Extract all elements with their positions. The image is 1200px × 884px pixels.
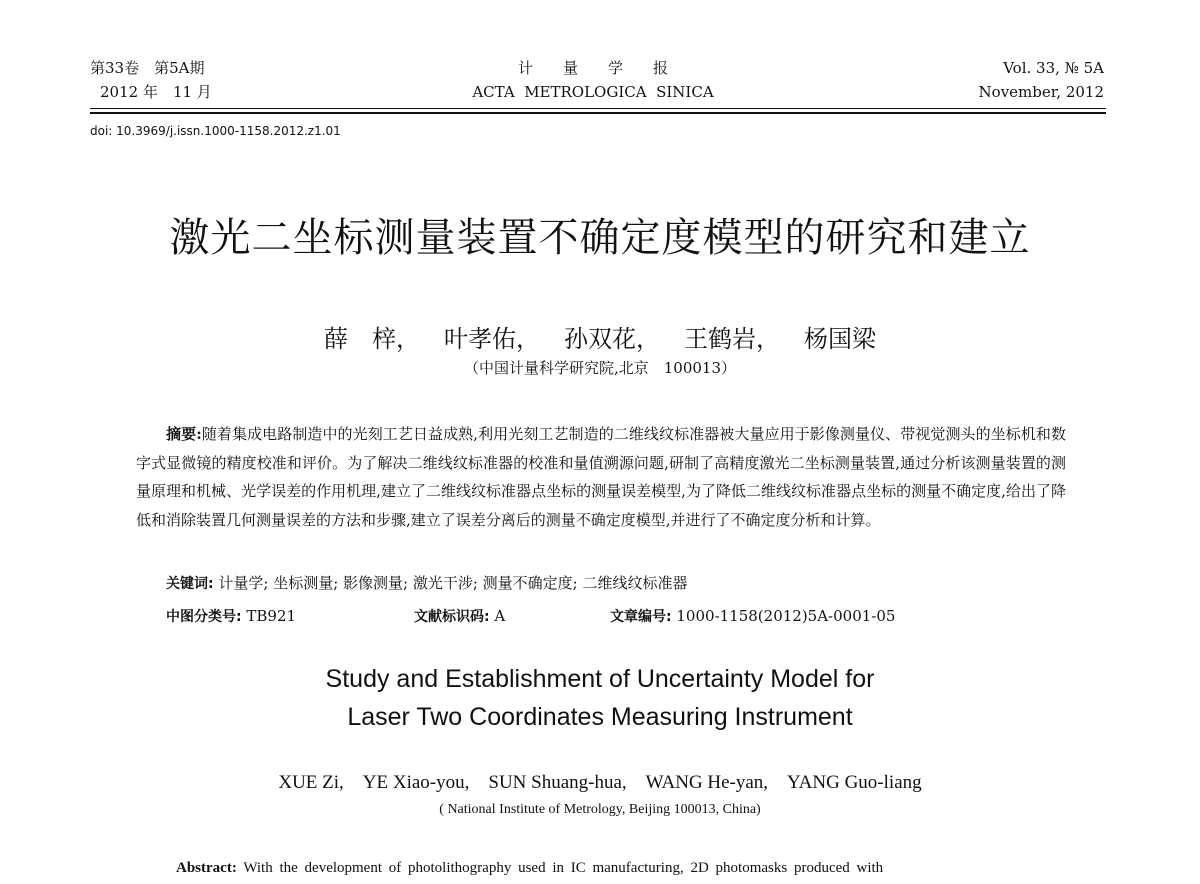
keywords-label: 关键词: — [166, 576, 214, 592]
clc-label: 中图分类号: — [166, 609, 242, 625]
author-cn: 孙双花， — [564, 325, 660, 353]
article-number-label: 文章编号: — [610, 609, 672, 625]
author-cn: 杨国梁 — [804, 325, 876, 353]
abstract-en — [176, 860, 1076, 877]
keywords-text: 计量学; 坐标测量; 影像测量; 激光干涉; 测量不确定度; 二维线纹标准器 — [218, 574, 688, 592]
volume-number-en: Vol. 33, № 5A — [1003, 59, 1104, 77]
journal-name-cn: 计 量 学 报 — [517, 59, 668, 77]
title-en — [0, 660, 1200, 736]
journal-name-en: ACTA METROLOGICA SINICA — [472, 83, 714, 101]
abstract-en-label: Abstract: — [176, 860, 237, 876]
abstract-en-text: With the development of photolithography used in IC manufacturing, 2D photomasks produced with — [243, 860, 884, 876]
title-en-line2: Laser Two Coordinates Measuring Instrument — [347, 703, 853, 731]
affiliation-en: ( National Institute of Metrology, Beijing 100013, China) — [439, 802, 761, 817]
date-en: November, 2012 — [978, 83, 1104, 101]
doi: doi: 10.3969/j.issn.1000-1158.2012.z1.01 — [90, 124, 341, 138]
issue-date: 2012 年 11 月 — [100, 83, 212, 101]
keywords — [166, 572, 688, 593]
abstract-cn — [136, 420, 1066, 534]
author-cn: 叶孝佑， — [444, 325, 540, 353]
article-number-value: 1000-1158(2012)5A-0001-05 — [676, 607, 896, 625]
clc-value: TB921 — [246, 607, 297, 625]
header-rule-bottom — [90, 112, 1106, 114]
title-en-line1: Study and Establishment of Uncertainty Model for — [325, 665, 875, 693]
abstract-cn-label: 摘要: — [166, 425, 202, 443]
authors-en: XUE Zi, YE Xiao-you, SUN Shuang-hua, WANG He-yan, YANG Guo-liang — [278, 772, 922, 793]
header-rule-top — [90, 108, 1106, 109]
author-cn: 王鹤岩， — [684, 325, 780, 353]
classification-row — [166, 606, 895, 626]
doc-code-value: A — [494, 607, 506, 625]
title-cn: 激光二坐标测量装置不确定度模型的研究和建立 — [169, 215, 1031, 261]
doc-code-label: 文献标识码: — [414, 609, 490, 625]
affiliation-cn: （中国计量科学研究院,北京 100013） — [463, 359, 737, 377]
issue-volume: 第33卷 第5A期 — [90, 59, 205, 77]
abstract-cn-text: 随着集成电路制造中的光刻工艺日益成熟,利用光刻工艺制造的二维线纹标准器被大量应用于影像测量仪、带视觉测头的坐标机和数字式显微镜的精度校准和评价。为了解决二维线纹标准器的校准和量值溯源问题,研制了高精度激光二坐标测量装置,通过分析该测量装置的测量原理和机械、光学误差的作用机理,建立了二维线纹标准器点坐标的测量误差模型,为了降低二维线纹标准器点坐标的测量不确定度,给出了降低和消除装置几何测量误差的方法和步骤,建立了误差分离后的测量不确定度模型,并进行了不确定度分析和计算。 — [136, 425, 1066, 529]
author-cn: 薛 梓， — [324, 325, 420, 353]
authors-cn — [0, 319, 1200, 354]
